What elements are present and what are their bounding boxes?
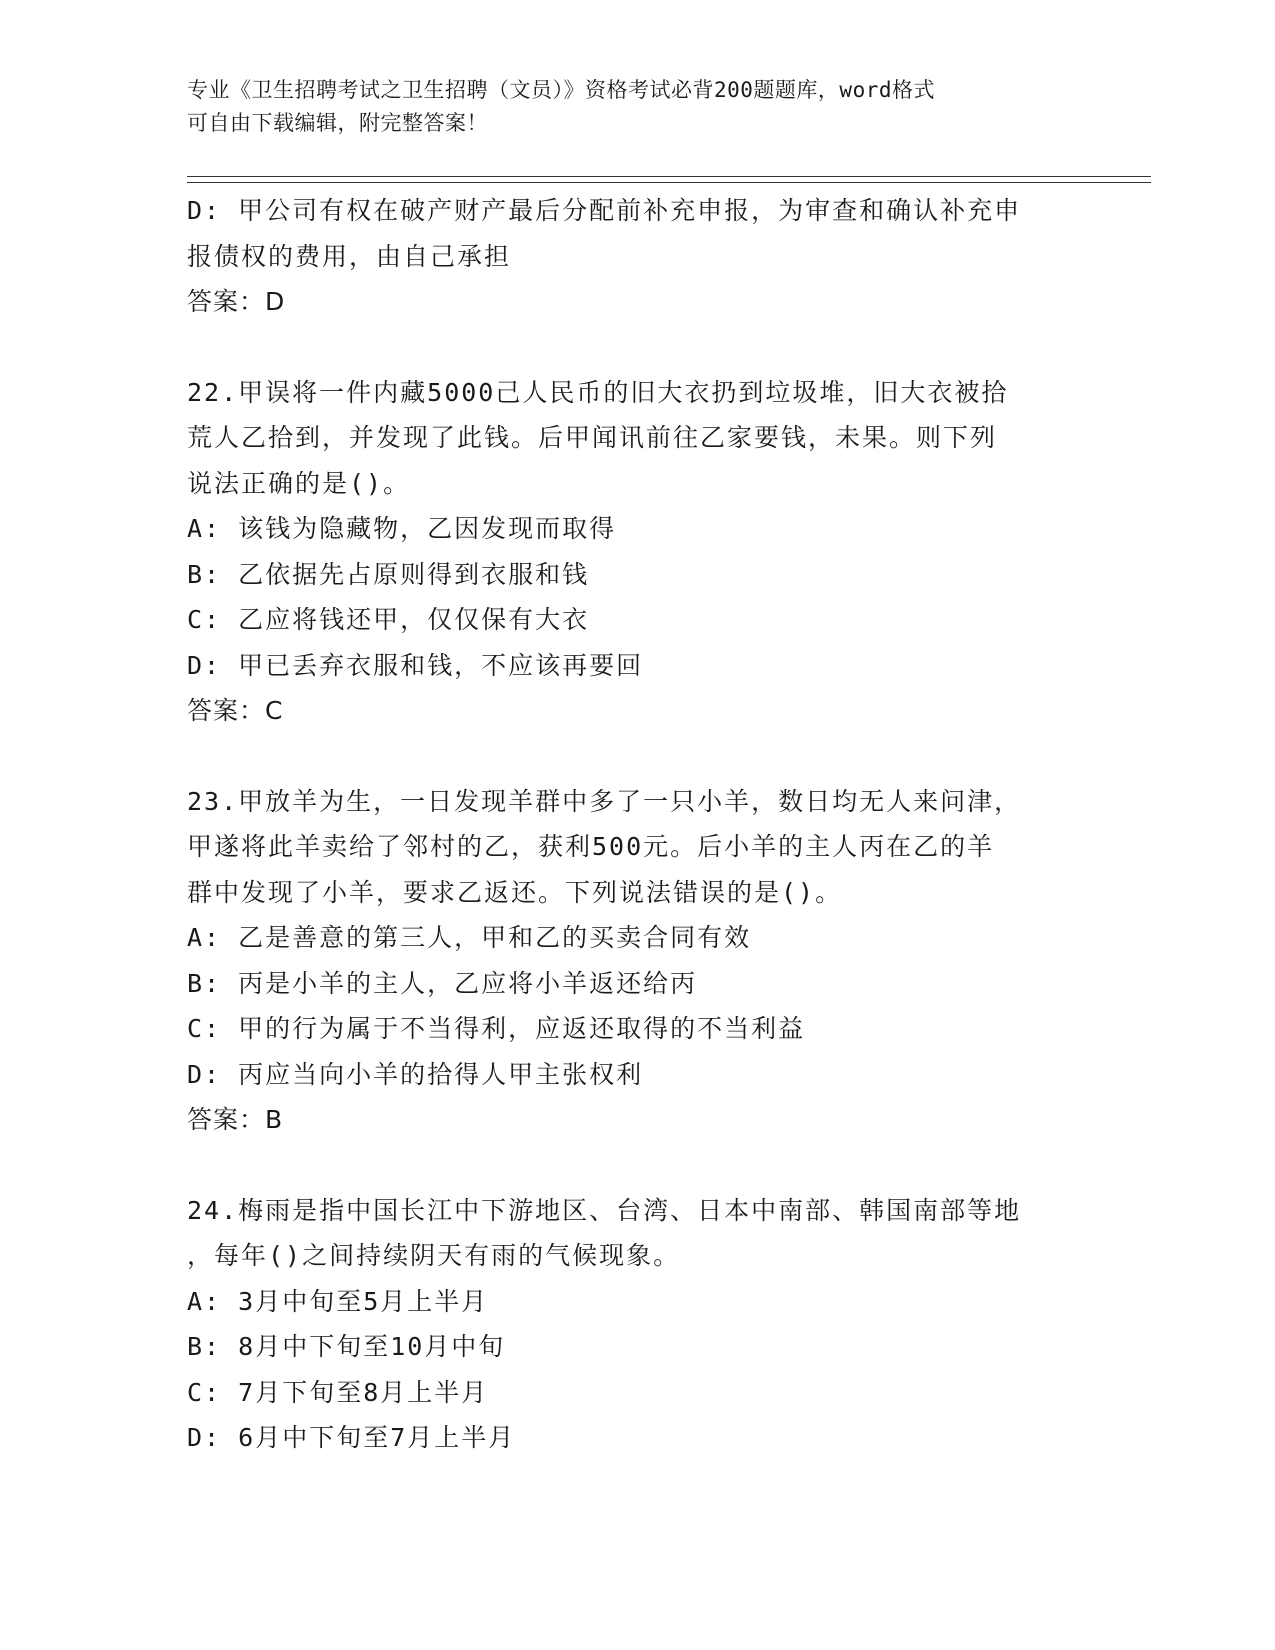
- question-22: [187, 370, 1087, 734]
- option-c: C: 7月下旬至8月上半月: [187, 1377, 489, 1407]
- header-divider-top: [187, 176, 1151, 177]
- document-header: [187, 74, 1067, 140]
- option-c: C: 甲的行为属于不当得利，应返还取得的不当利益: [187, 1014, 806, 1043]
- question-stem: 说法正确的是()。: [187, 468, 411, 498]
- question-stem: 23.甲放羊为生，一日发现羊群中多了一只小羊，数日均无人来问津，: [187, 786, 1022, 816]
- option-a: A: 乙是善意的第三人，甲和乙的买卖合同有效: [187, 923, 752, 952]
- option-a: A: 3月中旬至5月上半月: [187, 1286, 489, 1316]
- header-line-1: 专业《卫生招聘考试之卫生招聘（文员）》资格考试必背200题题库，word格式: [187, 78, 935, 102]
- header-line-2: 可自由下载编辑，附完整答案！: [187, 111, 488, 135]
- question-stem: ，每年()之间持续阴天有雨的气候现象。: [187, 1241, 681, 1270]
- option-d: D: 丙应当向小羊的拾得人甲主张权利: [187, 1059, 644, 1089]
- question-stem: 群中发现了小羊，要求乙返还。下列说法错误的是()。: [187, 877, 843, 907]
- option-b: B: 乙依据先占原则得到衣服和钱: [187, 559, 590, 589]
- option-a: A: 该钱为隐藏物，乙因发现而取得: [187, 514, 617, 543]
- header-divider-bottom: [187, 182, 1151, 183]
- answer-line: 答案：C: [187, 696, 284, 725]
- question-list: [187, 188, 1087, 1461]
- previous-question-tail: [187, 188, 1087, 325]
- answer-line: 答案：B: [187, 1105, 284, 1134]
- answer-line: 答案：D: [187, 287, 286, 316]
- question-stem: 荒人乙拾到，并发现了此钱。后甲闻讯前往乙家要钱，未果。则下列: [187, 423, 998, 452]
- option-d: D: 6月中下旬至7月上半月: [187, 1423, 516, 1452]
- question-stem: 甲遂将此羊卖给了邻村的乙，获利500元。后小羊的主人丙在乙的羊: [187, 832, 995, 861]
- option-b: B: 8月中下旬至10月中旬: [187, 1332, 506, 1361]
- option-d-continued: 报债权的费用，由自己承担: [187, 241, 512, 271]
- question-23: [187, 779, 1087, 1143]
- option-d: D: 甲公司有权在破产财产最后分配前补充申报，为审查和确认补充申: [187, 196, 1022, 225]
- option-b: B: 丙是小羊的主人，乙应将小羊返还给丙: [187, 968, 698, 998]
- question-stem: 24.梅雨是指中国长江中下游地区、台湾、日本中南部、韩国南部等地: [187, 1195, 1022, 1225]
- question-stem: 22.甲误将一件内藏5000己人民币的旧大衣扔到垃圾堆，旧大衣被拾: [187, 377, 1009, 407]
- option-c: C: 乙应将钱还甲，仅仅保有大衣: [187, 605, 590, 634]
- option-d: D: 甲已丢弃衣服和钱，不应该再要回: [187, 650, 644, 680]
- question-24: [187, 1188, 1087, 1461]
